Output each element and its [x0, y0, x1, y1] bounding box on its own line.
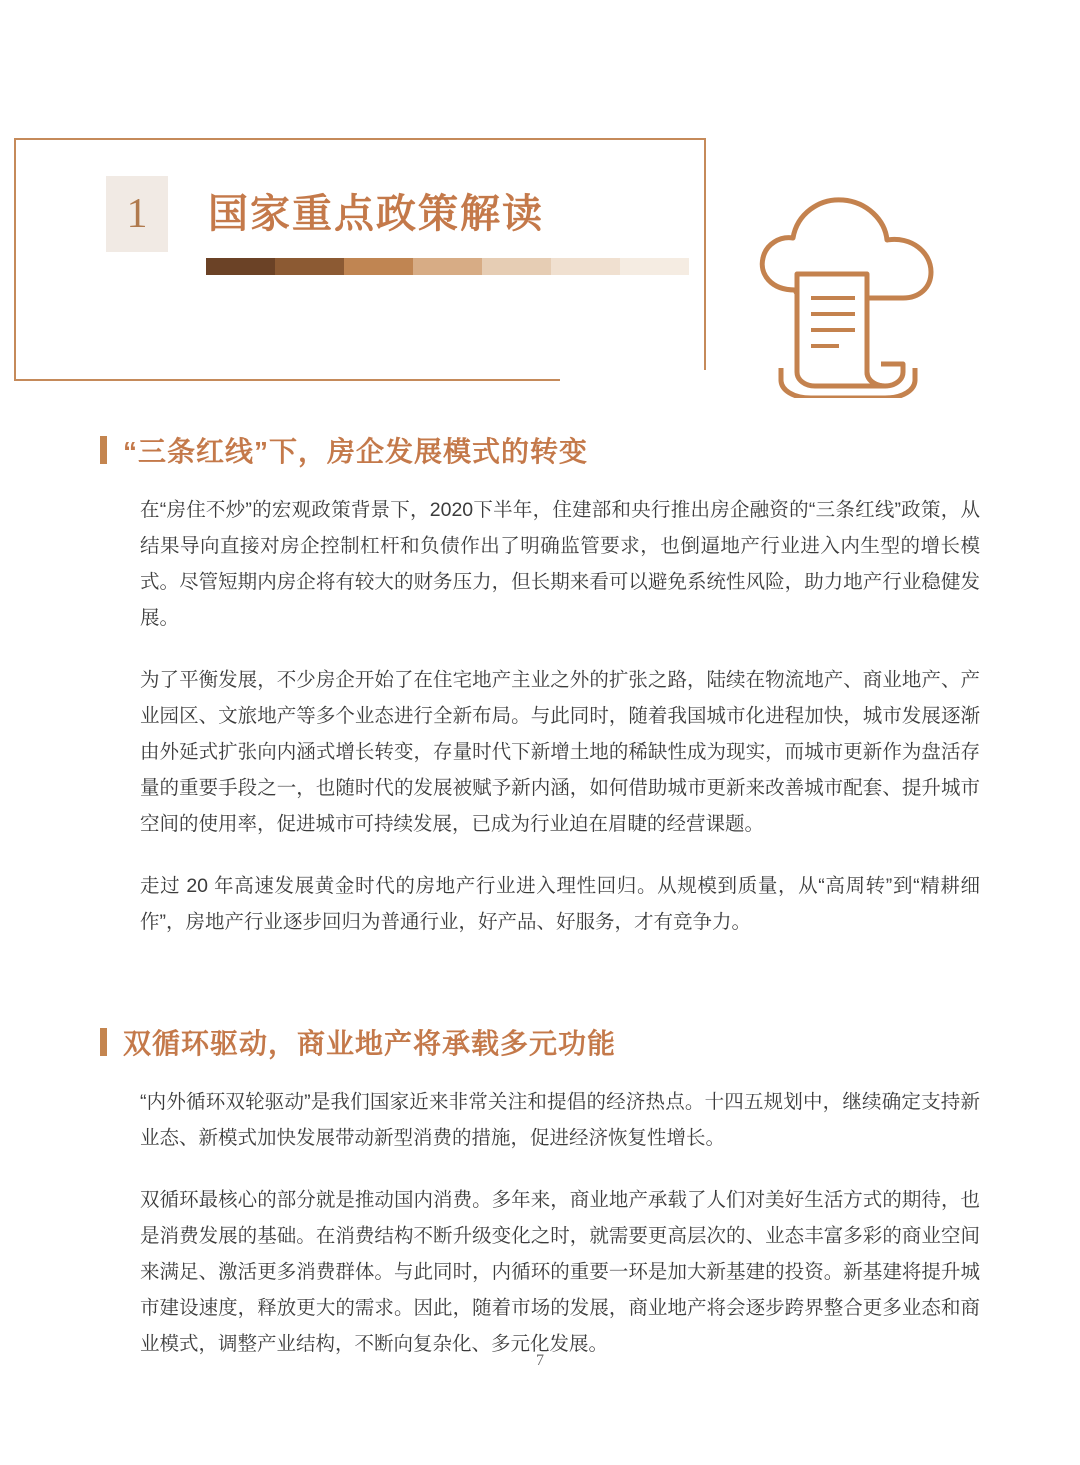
section-spacer [0, 966, 1080, 1022]
section-heading-2-text: 双循环驱动，商业地产将承载多元功能 [123, 1028, 617, 1059]
section-heading-2 [100, 1022, 1080, 1062]
swatch-7 [620, 258, 689, 275]
section-number-box [106, 176, 168, 252]
swatch-6 [551, 258, 620, 275]
page-number: 7 [536, 1352, 544, 1369]
paragraph-1-3: 走过 20 年高速发展黄金时代的房地产行业进入理性回归。从规模到质量，从“高周转”到“精耕细作”，房地产行业逐步回归为普通行业，好产品、好服务，才有竞争力。 [140, 875, 980, 933]
swatch-2 [275, 258, 344, 275]
page-header [0, 0, 1080, 410]
section-heading-1 [100, 430, 1080, 470]
section-heading-1-text: “三条红线”下，房企发展模式的转变 [123, 436, 589, 467]
swatch-4 [413, 258, 482, 275]
paragraph-1-1: 在“房住不炒”的宏观政策背景下，2020下半年，住建部和央行推出房企融资的“三条红线”政策，从结果导向直接对房企控制杠杆和负债作出了明确监管要求，也倒逼地产行业进入内生型的增长模式。尽管短期内房企将有较大的财务压力，但长期来看可以避免系统性风险，助力地产行业稳健发展。 [140, 499, 980, 629]
page-title: 国家重点政策解读 [208, 192, 544, 236]
section-number: 1 [126, 191, 148, 237]
heading-accent-bar [100, 1028, 107, 1056]
heading-accent-bar [100, 436, 107, 464]
document-cloud-icon [735, 178, 965, 398]
page-content [0, 430, 1080, 1388]
paragraph-2-2: 双循环最核心的部分就是推动国内消费。多年来，商业地产承载了人们对美好生活方式的期待，也是消费发展的基础。在消费结构不断升级变化之时，就需要更高层次的、业态丰富多彩的商业空间来满足、激活更多消费群体。与此同时，内循环的重要一环是加大新基建的投资。新基建将提升城市建设速度，释放更大的需求。因此，随着市场的发展，商业地产将会逐步跨界整合更多业态和商业模式，调整产业结构，不断向复杂化、多元化发展。 [140, 1189, 980, 1355]
swatch-5 [482, 258, 551, 275]
header-frame-cut [560, 370, 710, 384]
swatch-3 [344, 258, 413, 275]
header-frame-top-right [654, 138, 706, 140]
color-swatch-strip [206, 258, 689, 275]
paragraph-1-2: 为了平衡发展，不少房企开始了在住宅地产主业之外的扩张之路，陆续在物流地产、商业地产、产业园区、文旅地产等多个业态进行全新布局。与此同时，随着我国城市化进程加快，城市发展逐渐由外延式扩张向内涵式增长转变，存量时代下新增土地的稀缺性成为现实，而城市更新作为盘活存量的重要手段之一，也随时代的发展被赋予新内涵，如何借助城市更新来改善城市配套、提升城市空间的使用率，促进城市可持续发展，已成为行业迫在眉睫的经营课题。 [140, 669, 980, 835]
paragraph-2-1: “内外循环双轮驱动”是我们国家近来非常关注和提倡的经济热点。十四五规划中，继续确定支持新业态、新模式加快发展带动新型消费的措施，促进经济恢复性增长。 [140, 1091, 980, 1149]
swatch-1 [206, 258, 275, 275]
header-frame-right-edge [704, 138, 706, 381]
